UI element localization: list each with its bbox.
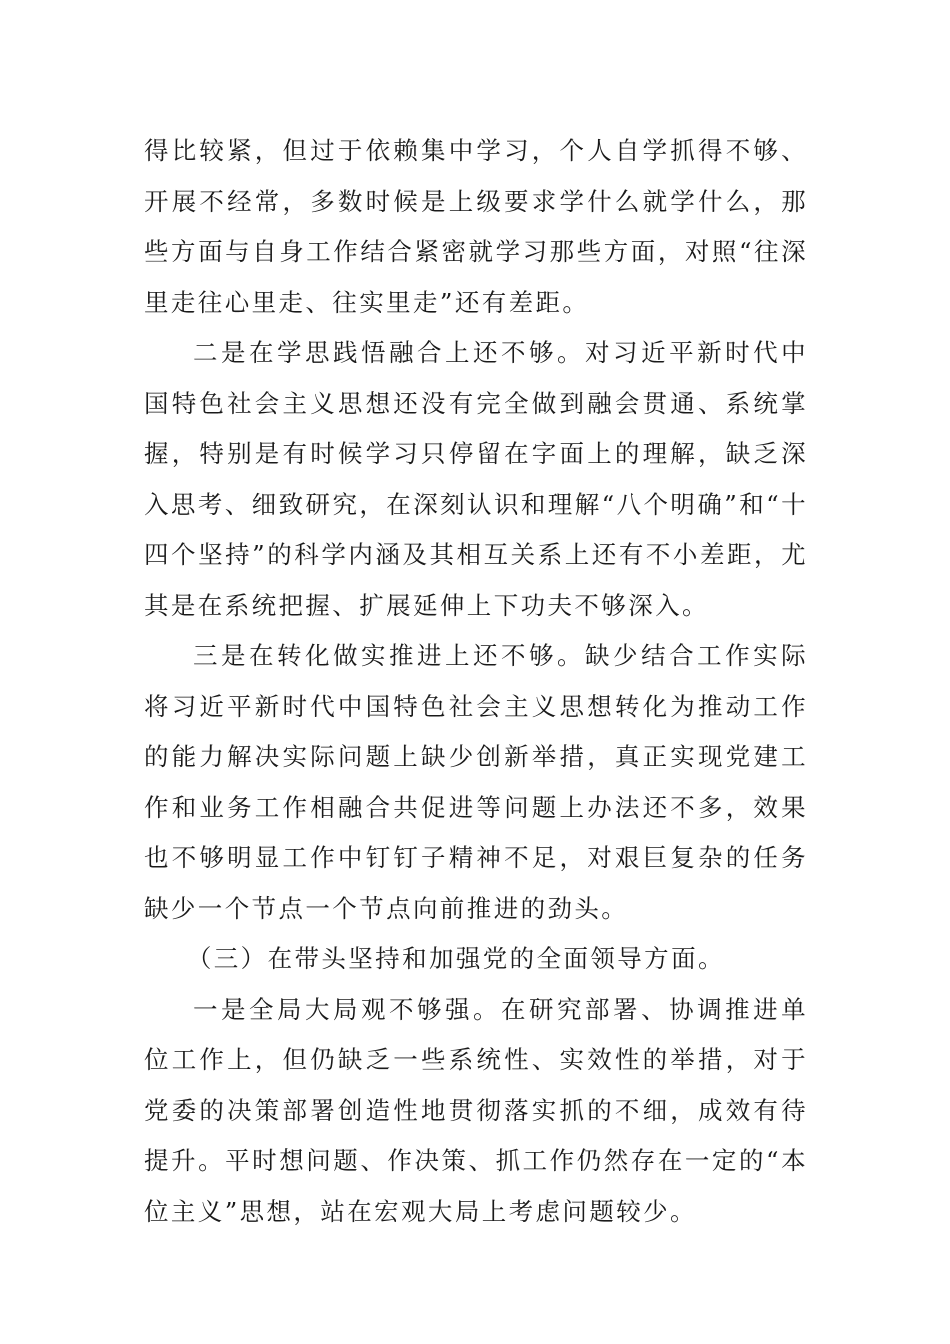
paragraph-point-three: 三是在转化做实推进上还不够。缺少结合工作实际将习近平新时代中国特色社会主义思想转化为推动工作的能力解决实际问题上缺少创新举措，真正实现党建工作和业务工作相融合共促进等问题上办法还不多，效果也不够明显工作中钉钉子精神不足，对艰巨复杂的任务缺少一个节点一个节点向前推进的劲头。 bbox=[144, 641, 808, 923]
section-heading-three: （三）在带头坚持和加强党的全面领导方面。 bbox=[186, 944, 725, 973]
document-body bbox=[144, 126, 808, 1237]
paragraph-continuation: 得比较紧，但过于依赖集中学习，个人自学抓得不够、开展不经常，多数时候是上级要求学什么就学什么，那些方面与自身工作结合紧密就学习那些方面，对照“往深里走往心里走、往实里走”还有差距。 bbox=[144, 136, 808, 317]
paragraph-point-two: 二是在学思践悟融合上还不够。对习近平新时代中国特色社会主义思想还没有完全做到融会贯通、系统掌握，特别是有时候学习只停留在字面上的理解，缺乏深入思考、细致研究，在深刻认识和理解“八个明确”和“十四个坚持”的科学内涵及其相互关系上还有不小差距，尤其是在系统把握、扩展延伸上下功夫不够深入。 bbox=[144, 338, 808, 620]
paragraph-point-one: 一是全局大局观不够强。在研究部署、协调推进单位工作上，但仍缺乏一些系统性、实效性的举措，对于党委的决策部署创造性地贯彻落实抓的不细，成效有待提升。平时想问题、作决策、抓工作仍然存在一定的“本位主义”思想，站在宏观大局上考虑问题较少。 bbox=[144, 994, 808, 1226]
